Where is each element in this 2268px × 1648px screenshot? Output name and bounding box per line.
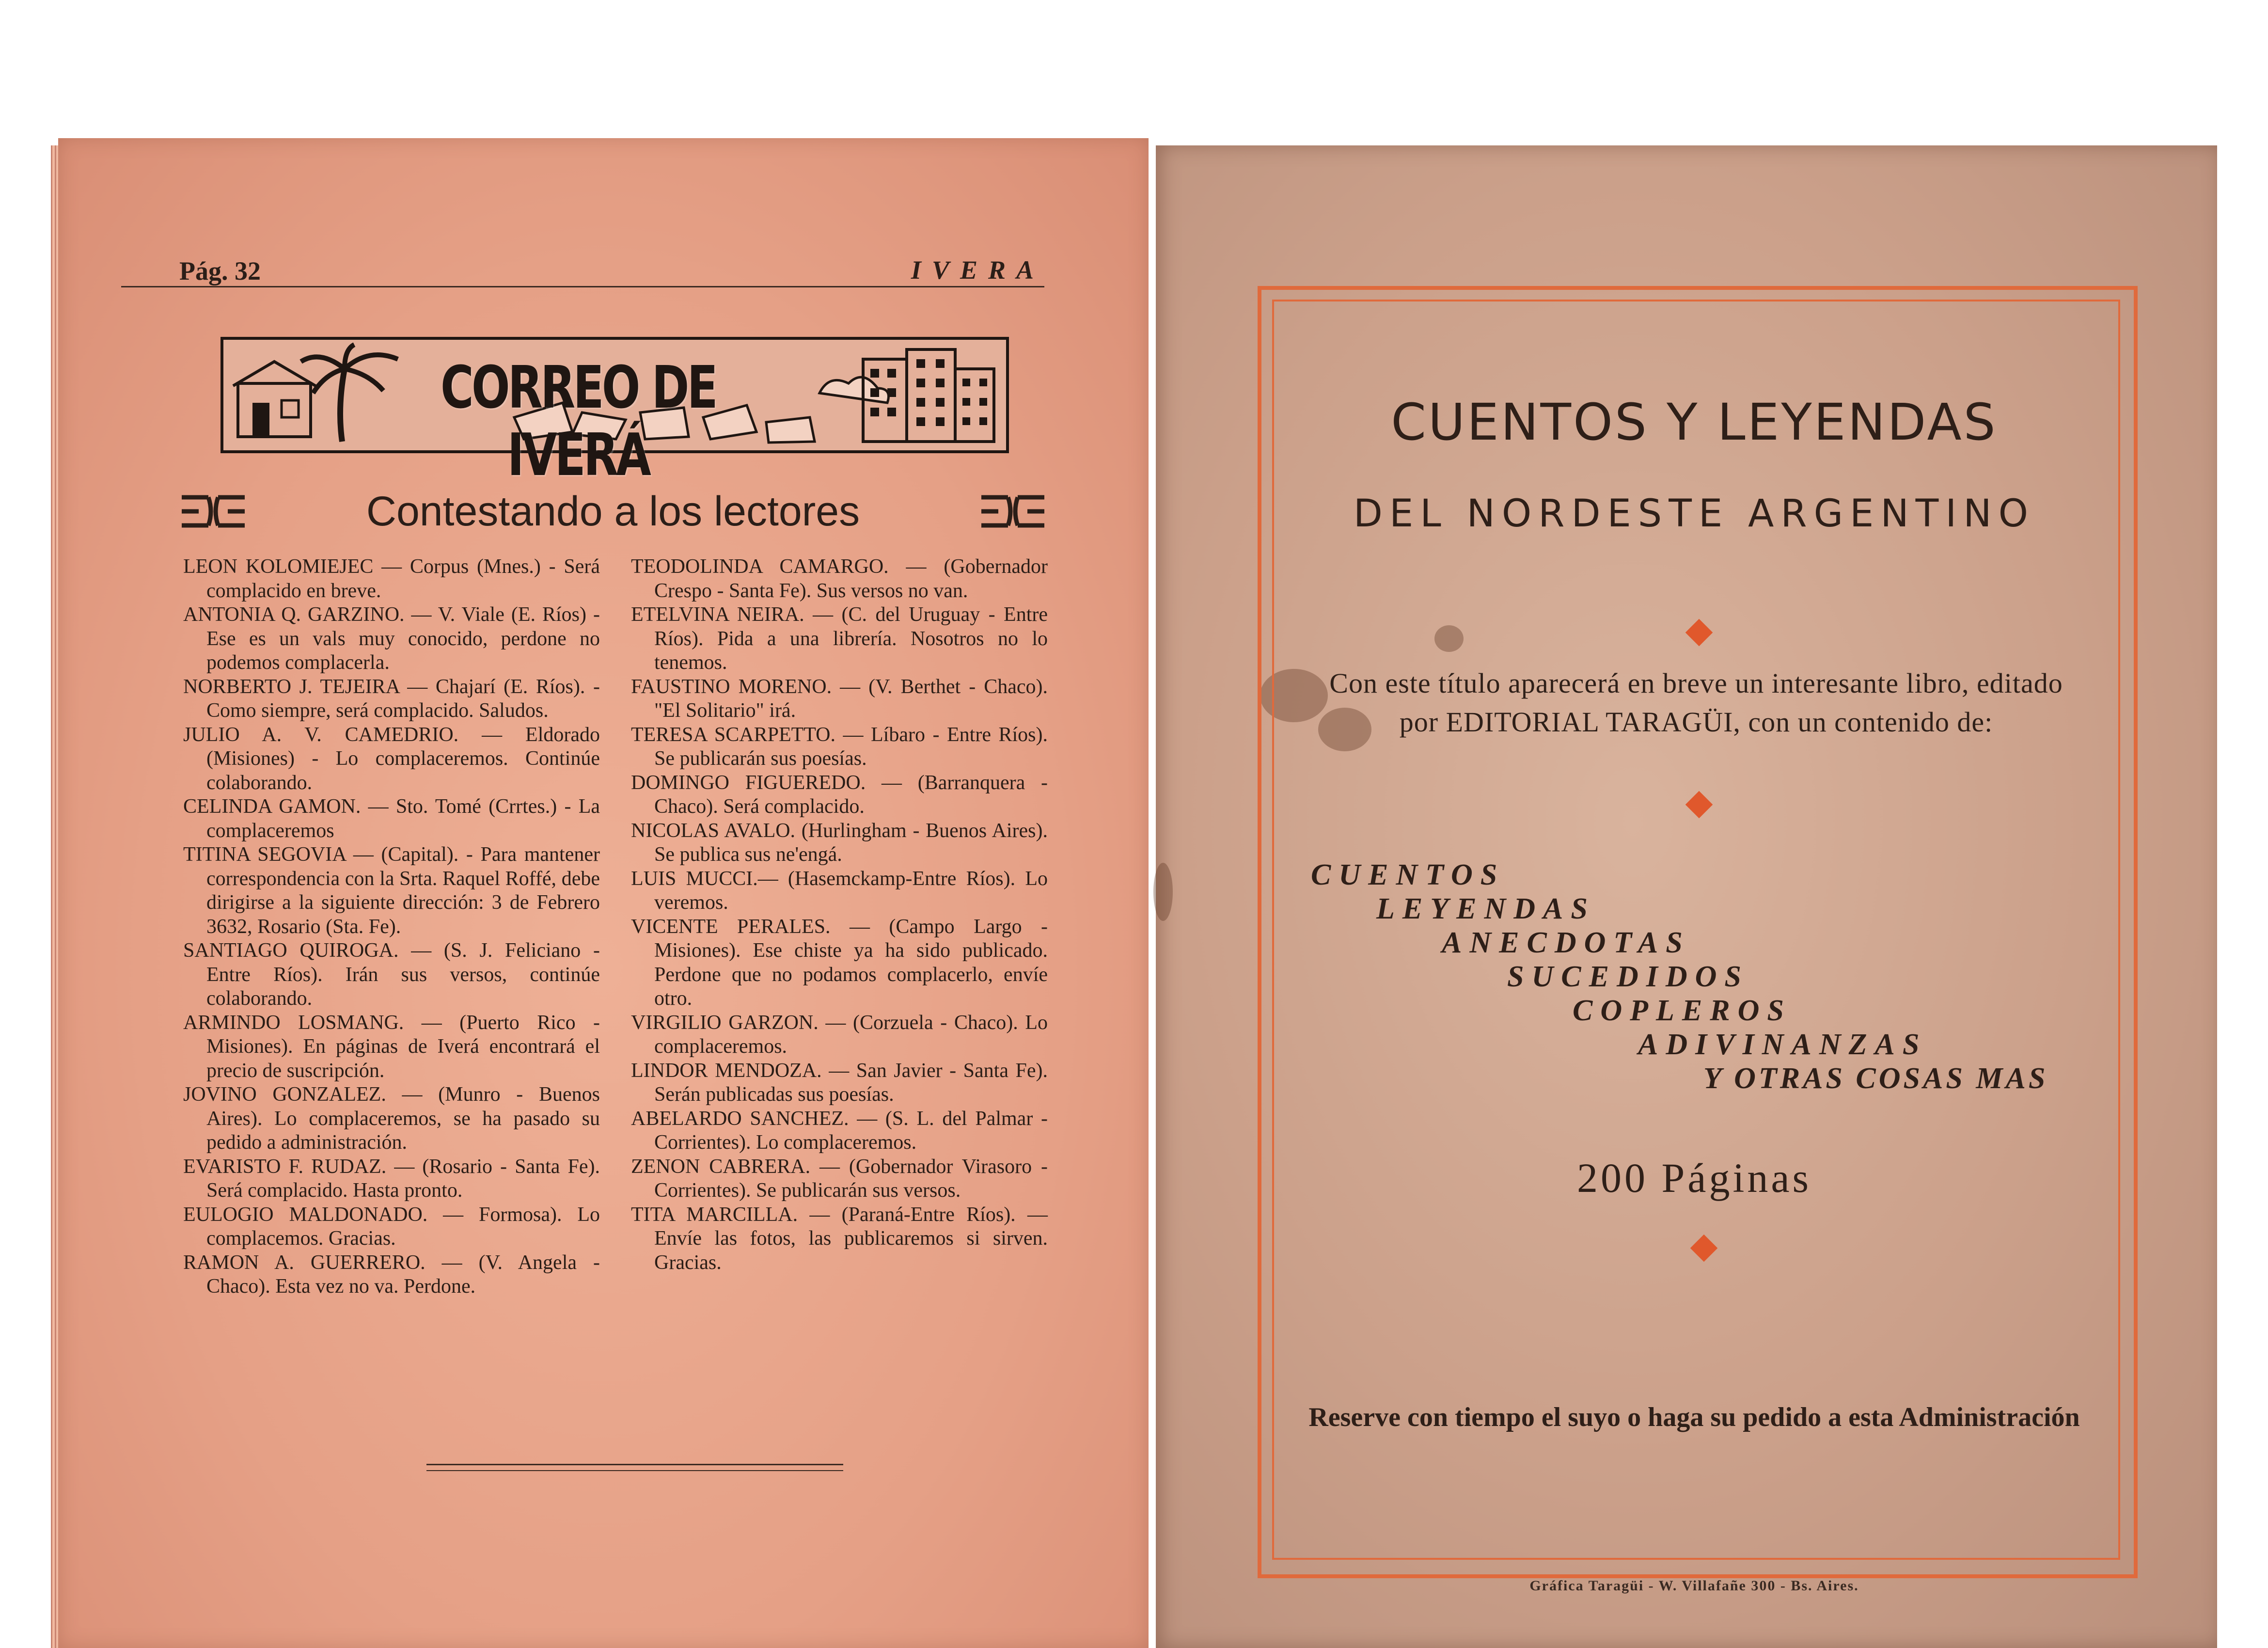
page-number: Pág. 32 [179, 256, 261, 285]
reader-answer: JULIO A. V. CAMEDRIO. — Eldorado (Misiones) - Lo complaceremos. Continúe colaborando. [183, 723, 600, 794]
contents-item: LEYENDAS [1376, 892, 1595, 925]
answers-column-2 [631, 555, 1048, 1275]
reader-answer: ETELVINA NEIRA. — (C. del Uruguay - Entre Ríos). Pida a una librería. Nosotros no lo tenemos. [631, 603, 1048, 674]
bottom-rule [426, 1464, 843, 1471]
reader-answer: LINDOR MENDOZA. — San Javier - Santa Fe). Serán publicadas sus poesías. [631, 1059, 1048, 1106]
reader-answer: EULOGIO MALDONADO. — Formosa). Lo complacemos. Gracias. [183, 1203, 600, 1250]
stain [1153, 863, 1173, 921]
reader-answer: TERESA SCARPETTO. — Líbaro - Entre Ríos). Se publicarán sus poesías. [631, 723, 1048, 770]
reader-answer: EVARISTO F. RUDAZ. — (Rosario - Santa Fe). Será complacido. Hasta pronto. [183, 1155, 600, 1202]
page-count: 200 Páginas [1576, 1155, 1812, 1201]
banner-title: CORREO DE IVERÁ [440, 354, 716, 489]
book-subtitle: DEL NORDESTE ARGENTINO [1353, 492, 2035, 536]
reader-answer: TEODOLINDA CAMARGO. — (Gobernador Crespo - Santa Fe). Sus versos no van. [631, 555, 1048, 602]
section-title: Contestando a los lectores [366, 488, 860, 535]
contents-item: ANECDOTAS [1442, 926, 1690, 959]
contents-item: SUCEDIDOS [1507, 960, 1749, 993]
reader-answer: JOVINO GONZALEZ. — (Munro - Buenos Aires). Lo complaceremos, se ha pasado su pedido a administración. [183, 1083, 600, 1154]
reader-answer: VICENTE PERALES. — (Campo Largo - Misiones). Ese chiste ya ha sido publicado. Perdone que no podamos complacerlo, envíe otro. [631, 915, 1048, 1010]
reserve-note: Reserve con tiempo el suyo o haga su pedido a esta Administración [1308, 1402, 2080, 1432]
reader-answer: NICOLAS AVALO. (Hurlingham - Buenos Aires). Se publica sus ne'engá. [631, 819, 1048, 866]
reader-answer: ARMINDO LOSMANG. — (Puerto Rico - Misiones). En páginas de Iverá encontrará el precio de suscripción. [183, 1011, 600, 1082]
reader-answer: TITA MARCILLA. — (Paraná-Entre Ríos). — Envíe las fotos, las publicaremos si sirven. Gracias. [631, 1203, 1048, 1274]
reader-answer: ZENON CABRERA. — (Gobernador Virasoro - Corrientes). Se publicarán sus versos. [631, 1155, 1048, 1202]
reader-answer: TITINA SEGOVIA — (Capital). - Para mantener correspondencia con la Srta. Raquel Roffé, debe dirigirse a la siguiente dirección: 3 de Febrero 3632, Rosario (Sta. Fe). [183, 843, 600, 938]
contents-item: Y OTRAS COSAS MAS [1703, 1062, 2048, 1095]
section-heading [179, 485, 1047, 538]
correo-banner [220, 337, 1009, 489]
magazine-name: IVERA [911, 255, 1044, 285]
reader-answer: SANTIAGO QUIROGA. — (S. J. Feliciano - Entre Ríos). Irán sus versos, continúe colaborando. [183, 939, 600, 1010]
reader-answer: ANTONIA Q. GARZINO. — V. Viale (E. Ríos) - Ese es un vals muy conocido, perdone no podemos complacerla. [183, 603, 600, 674]
running-head [121, 252, 1044, 287]
contents-item: ADIVINANZAS [1638, 1028, 1927, 1061]
answers-column-1 [183, 555, 600, 1299]
reader-answer: CELINDA GAMON. — Sto. Tomé (Crrtes.) - La complaceremos [183, 795, 600, 842]
printer-imprint: Gráfica Taragüi - W. Villafañe 300 - Bs. Aires. [1529, 1578, 1859, 1594]
reader-answer: RAMON A. GUERRERO. — (V. Angela - Chaco). Esta vez no va. Perdone. [183, 1251, 600, 1298]
ornament-icon [979, 493, 1047, 530]
contents-item: CUENTOS [1311, 858, 1505, 891]
book-announcement: Con este título aparecerá en breve un interesante libro, editado por EDITORIAL TARAGÜI, con un contenido de: [1329, 667, 2063, 738]
book-title: CUENTOS Y LEYENDAS [1391, 393, 1998, 452]
reader-answer: LEON KOLOMIEJEC — Corpus (Mnes.) - Será complacido en breve. [183, 555, 600, 602]
reader-answer: DOMINGO FIGUEREDO. — (Barranquera - Chaco). Será complacido. [631, 771, 1048, 818]
ad-frame-inner [1272, 300, 2120, 1560]
contents-item: COPLEROS [1573, 994, 1792, 1027]
ornament-icon [179, 493, 247, 530]
reader-answer: LUIS MUCCI.— (Hasemckamp-Entre Ríos). Lo veremos. [631, 867, 1048, 914]
reader-answer: FAUSTINO MORENO. — (V. Berthet - Chaco). "El Solitario" irá. [631, 675, 1048, 722]
reader-answer: NORBERTO J. TEJEIRA — Chajarí (E. Ríos). - Como siempre, será complacido. Saludos. [183, 675, 600, 722]
reader-answer: VIRGILIO GARZON. — (Corzuela - Chaco). Lo complaceremos. [631, 1011, 1048, 1058]
reader-answer: ABELARDO SANCHEZ. — (S. L. del Palmar - Corrientes). Lo complaceremos. [631, 1107, 1048, 1154]
